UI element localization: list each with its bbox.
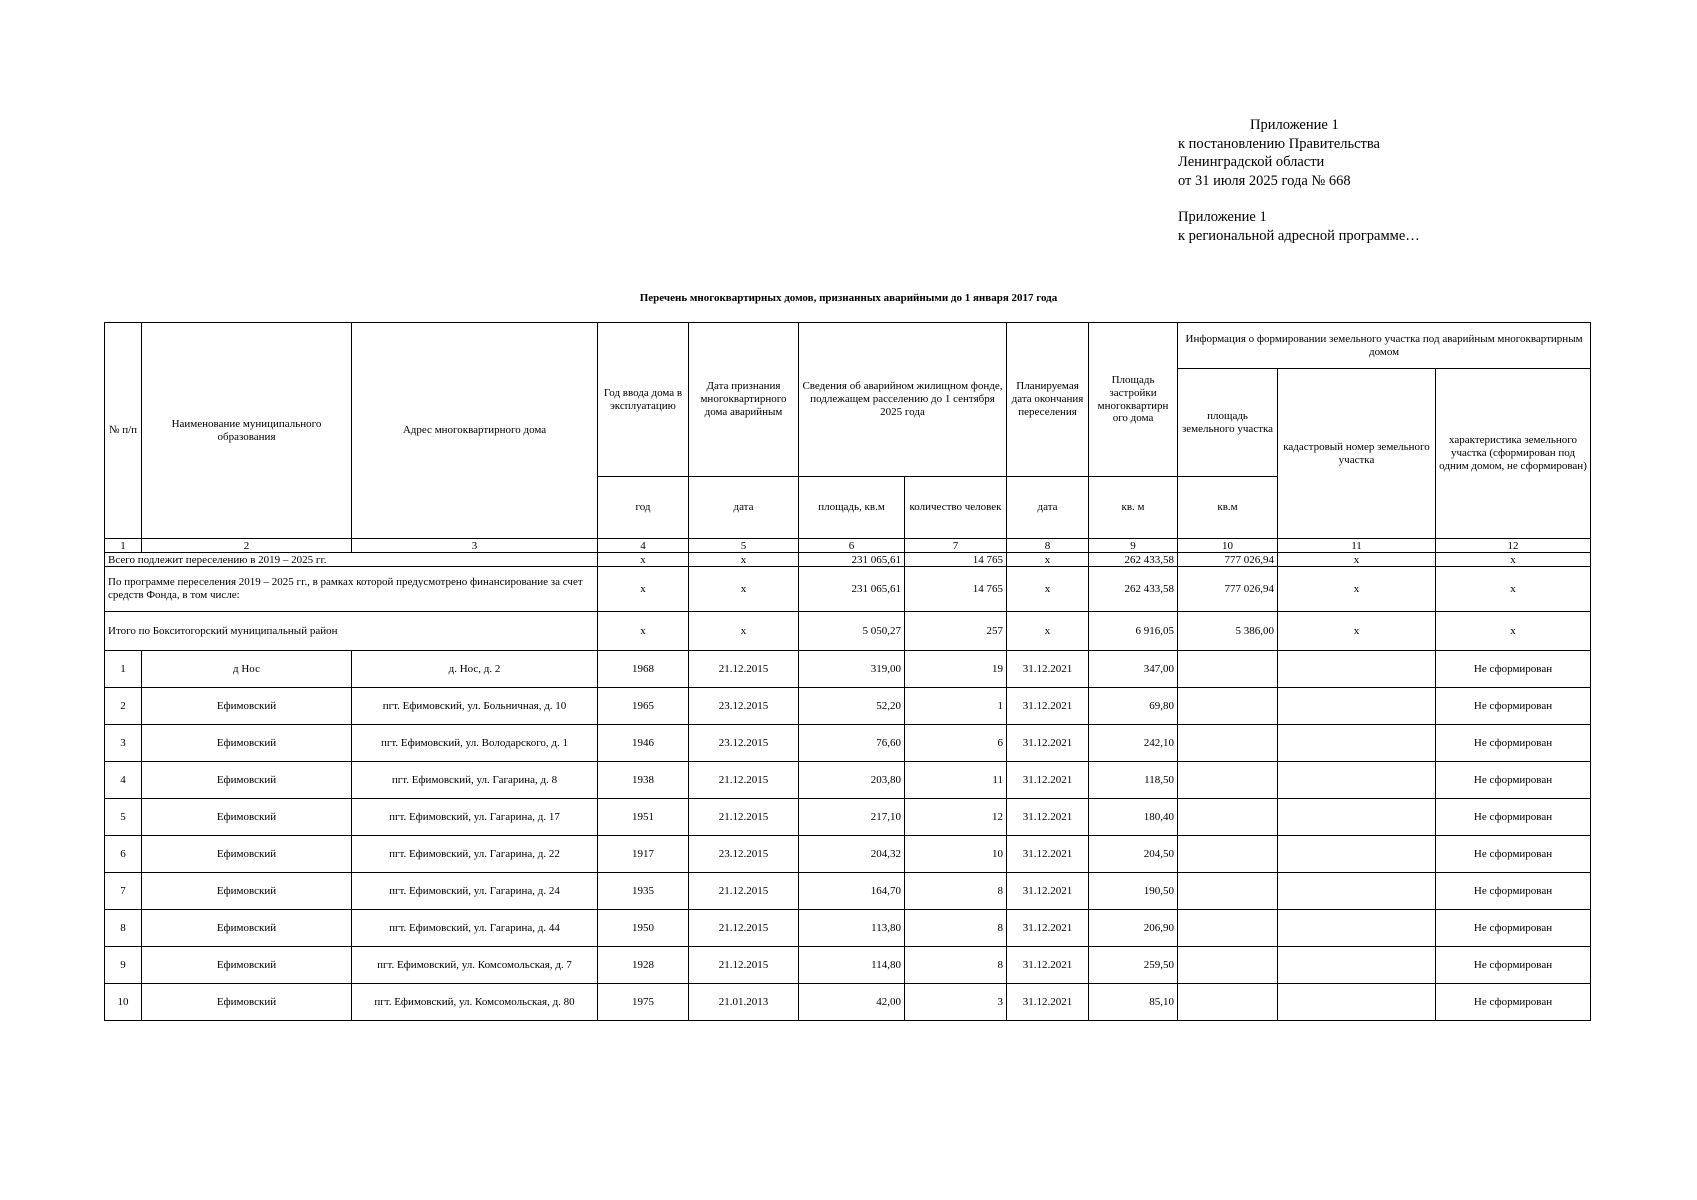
row-area: 76,60 xyxy=(799,725,905,762)
total-date: x xyxy=(689,553,799,567)
header-fund-info: Сведения об аварийном жилищном фонде, подлежащем расселению до 1 сентября 2025 года xyxy=(799,323,1007,477)
subheader-planned: дата xyxy=(1007,477,1089,539)
total-area: 231 065,61 xyxy=(799,567,905,612)
row-address: пгт. Ефимовский, ул. Гагарина, д. 24 xyxy=(352,873,598,910)
total-cadastral: x xyxy=(1278,612,1436,651)
row-address: д. Нос, д. 2 xyxy=(352,651,598,688)
total-built-area: 262 433,58 xyxy=(1089,553,1178,567)
district-total-row xyxy=(105,612,1591,651)
row-cadastral xyxy=(1278,688,1436,725)
total-year: x xyxy=(598,567,689,612)
table-row xyxy=(105,910,1591,947)
row-recognition-date: 21.01.2013 xyxy=(689,984,799,1021)
row-year: 1951 xyxy=(598,799,689,836)
row-address: пгт. Ефимовский, ул. Володарского, д. 1 xyxy=(352,725,598,762)
row-year: 1935 xyxy=(598,873,689,910)
row-cadastral xyxy=(1278,984,1436,1021)
row-municipality: Ефимовский xyxy=(142,947,352,984)
row-land-characteristic: Не сформирован xyxy=(1436,688,1591,725)
total-characteristic: x xyxy=(1436,553,1591,567)
row-land-area xyxy=(1178,873,1278,910)
row-land-characteristic: Не сформирован xyxy=(1436,873,1591,910)
column-number: 9 xyxy=(1089,539,1178,553)
row-cadastral xyxy=(1278,910,1436,947)
header-cadastral: кадастровый номер земельного участка xyxy=(1278,369,1436,539)
subheader-people: количество человек xyxy=(905,477,1007,539)
total-planned: x xyxy=(1007,612,1089,651)
total-area: 231 065,61 xyxy=(799,553,905,567)
header-built-area: Площадь застройки многоквартирн ого дома xyxy=(1089,323,1178,477)
row-land-characteristic: Не сформирован xyxy=(1436,651,1591,688)
row-municipality: Ефимовский xyxy=(142,910,352,947)
row-planned-date: 31.12.2021 xyxy=(1007,762,1089,799)
total-planned: x xyxy=(1007,567,1089,612)
table-row xyxy=(105,725,1591,762)
total-land-area: 777 026,94 xyxy=(1178,567,1278,612)
total-date: x xyxy=(689,612,799,651)
row-area: 113,80 xyxy=(799,910,905,947)
row-municipality: Ефимовский xyxy=(142,725,352,762)
row-recognition-date: 23.12.2015 xyxy=(689,836,799,873)
row-land-area xyxy=(1178,947,1278,984)
row-built-area: 180,40 xyxy=(1089,799,1178,836)
row-land-characteristic: Не сформирован xyxy=(1436,725,1591,762)
row-municipality: Ефимовский xyxy=(142,762,352,799)
row-address: пгт. Ефимовский, ул. Больничная, д. 10 xyxy=(352,688,598,725)
row-people: 1 xyxy=(905,688,1007,725)
total-label: Итого по Бокситогорский муниципальный район xyxy=(105,612,598,651)
row-people: 8 xyxy=(905,873,1007,910)
row-number: 8 xyxy=(105,910,142,947)
subheader-area: площадь, кв.м xyxy=(799,477,905,539)
row-cadastral xyxy=(1278,762,1436,799)
appendix-line: к постановлению Правительства xyxy=(1178,135,1380,152)
row-address: пгт. Ефимовский, ул. Гагарина, д. 44 xyxy=(352,910,598,947)
row-land-area xyxy=(1178,836,1278,873)
total-people: 257 xyxy=(905,612,1007,651)
table-row xyxy=(105,688,1591,725)
column-number: 8 xyxy=(1007,539,1089,553)
row-number: 6 xyxy=(105,836,142,873)
row-address: пгт. Ефимовский, ул. Гагарина, д. 17 xyxy=(352,799,598,836)
header-year: Год ввода дома в эксплуатацию xyxy=(598,323,689,477)
total-row xyxy=(105,553,1591,567)
row-number: 2 xyxy=(105,688,142,725)
appendix-block xyxy=(1178,116,1420,245)
row-recognition-date: 23.12.2015 xyxy=(689,688,799,725)
table-row xyxy=(105,799,1591,836)
document-title: Перечень многоквартирных домов, признанных аварийными до 1 января 2017 года xyxy=(639,292,1058,304)
row-land-characteristic: Не сформирован xyxy=(1436,762,1591,799)
total-cadastral: x xyxy=(1278,567,1436,612)
column-number: 12 xyxy=(1436,539,1591,553)
row-land-characteristic: Не сформирован xyxy=(1436,910,1591,947)
column-number: 1 xyxy=(105,539,142,553)
row-number: 1 xyxy=(105,651,142,688)
total-area: 5 050,27 xyxy=(799,612,905,651)
row-land-characteristic: Не сформирован xyxy=(1436,799,1591,836)
row-area: 204,32 xyxy=(799,836,905,873)
row-number: 10 xyxy=(105,984,142,1021)
row-recognition-date: 21.12.2015 xyxy=(689,762,799,799)
header-land-area: площадь земельного участка xyxy=(1178,369,1278,477)
row-land-area xyxy=(1178,762,1278,799)
total-built-area: 262 433,58 xyxy=(1089,567,1178,612)
row-people: 12 xyxy=(905,799,1007,836)
row-year: 1917 xyxy=(598,836,689,873)
row-cadastral xyxy=(1278,725,1436,762)
header-land-info: Информация о формировании земельного участка под аварийным многоквартирным домом xyxy=(1178,323,1591,369)
total-people: 14 765 xyxy=(905,567,1007,612)
row-year: 1928 xyxy=(598,947,689,984)
column-number: 3 xyxy=(352,539,598,553)
row-address: пгт. Ефимовский, ул. Гагарина, д. 8 xyxy=(352,762,598,799)
row-planned-date: 31.12.2021 xyxy=(1007,725,1089,762)
row-area: 52,20 xyxy=(799,688,905,725)
total-land-area: 777 026,94 xyxy=(1178,553,1278,567)
total-date: x xyxy=(689,567,799,612)
total-characteristic: x xyxy=(1436,612,1591,651)
header-planned-date: Планируемая дата окончания переселения xyxy=(1007,323,1089,477)
row-built-area: 242,10 xyxy=(1089,725,1178,762)
row-recognition-date: 21.12.2015 xyxy=(689,947,799,984)
appendix-line: Приложение 1 xyxy=(1250,117,1339,133)
row-year: 1938 xyxy=(598,762,689,799)
row-recognition-date: 23.12.2015 xyxy=(689,725,799,762)
row-cadastral xyxy=(1278,873,1436,910)
column-number-row xyxy=(105,539,1591,553)
column-number: 7 xyxy=(905,539,1007,553)
row-built-area: 85,10 xyxy=(1089,984,1178,1021)
row-land-area xyxy=(1178,799,1278,836)
total-label: По программе переселения 2019 – 2025 гг., в рамках которой предусмотрено финансирование за счет средств Фонда, в том числе: xyxy=(105,567,598,612)
row-year: 1950 xyxy=(598,910,689,947)
row-planned-date: 31.12.2021 xyxy=(1007,688,1089,725)
program-total-row xyxy=(105,567,1591,612)
row-planned-date: 31.12.2021 xyxy=(1007,873,1089,910)
row-year: 1975 xyxy=(598,984,689,1021)
row-cadastral xyxy=(1278,799,1436,836)
column-number: 6 xyxy=(799,539,905,553)
subheader-year: год xyxy=(598,477,689,539)
row-people: 6 xyxy=(905,725,1007,762)
header-land-characteristic: характеристика земельного участка (сформирован под одним домом, не сформирован) xyxy=(1436,369,1591,539)
row-cadastral xyxy=(1278,651,1436,688)
row-cadastral xyxy=(1278,836,1436,873)
row-area: 164,70 xyxy=(799,873,905,910)
row-land-characteristic: Не сформирован xyxy=(1436,984,1591,1021)
row-built-area: 190,50 xyxy=(1089,873,1178,910)
row-area: 217,10 xyxy=(799,799,905,836)
total-land-area: 5 386,00 xyxy=(1178,612,1278,651)
row-number: 5 xyxy=(105,799,142,836)
row-built-area: 204,50 xyxy=(1089,836,1178,873)
row-planned-date: 31.12.2021 xyxy=(1007,651,1089,688)
housing-register-table xyxy=(104,322,1591,1021)
row-address: пгт. Ефимовский, ул. Гагарина, д. 22 xyxy=(352,836,598,873)
row-year: 1965 xyxy=(598,688,689,725)
column-number: 5 xyxy=(689,539,799,553)
row-number: 9 xyxy=(105,947,142,984)
column-number: 10 xyxy=(1178,539,1278,553)
row-municipality: д Нос xyxy=(142,651,352,688)
row-municipality: Ефимовский xyxy=(142,836,352,873)
table-row xyxy=(105,873,1591,910)
row-municipality: Ефимовский xyxy=(142,984,352,1021)
row-people: 8 xyxy=(905,910,1007,947)
total-cadastral: x xyxy=(1278,553,1436,567)
total-label: Всего подлежит переселению в 2019 – 2025 гг. xyxy=(105,553,598,567)
header-address: Адрес многоквартирного дома xyxy=(352,323,598,539)
appendix-line: от 31 июля 2025 года № 668 xyxy=(1178,172,1351,189)
table-row xyxy=(105,836,1591,873)
row-area: 319,00 xyxy=(799,651,905,688)
row-area: 203,80 xyxy=(799,762,905,799)
row-planned-date: 31.12.2021 xyxy=(1007,799,1089,836)
header-municipality: Наименование муниципального образования xyxy=(142,323,352,539)
subheader-date: дата xyxy=(689,477,799,539)
row-year: 1946 xyxy=(598,725,689,762)
appendix-line: Приложение 1 xyxy=(1178,209,1267,225)
appendix-gap xyxy=(1178,190,1420,208)
row-address: пгт. Ефимовский, ул. Комсомольская, д. 7 xyxy=(352,947,598,984)
header-num: № п/п xyxy=(105,323,142,539)
row-number: 3 xyxy=(105,725,142,762)
row-land-area xyxy=(1178,910,1278,947)
row-address: пгт. Ефимовский, ул. Комсомольская, д. 80 xyxy=(352,984,598,1021)
row-land-characteristic: Не сформирован xyxy=(1436,947,1591,984)
row-planned-date: 31.12.2021 xyxy=(1007,984,1089,1021)
row-municipality: Ефимовский xyxy=(142,799,352,836)
table-row xyxy=(105,947,1591,984)
row-recognition-date: 21.12.2015 xyxy=(689,873,799,910)
appendix-line: к региональной адресной программе… xyxy=(1178,227,1420,244)
row-municipality: Ефимовский xyxy=(142,688,352,725)
row-number: 7 xyxy=(105,873,142,910)
row-built-area: 69,80 xyxy=(1089,688,1178,725)
row-people: 3 xyxy=(905,984,1007,1021)
row-area: 114,80 xyxy=(799,947,905,984)
row-people: 8 xyxy=(905,947,1007,984)
row-built-area: 118,50 xyxy=(1089,762,1178,799)
column-number: 2 xyxy=(142,539,352,553)
table-row xyxy=(105,651,1591,688)
total-built-area: 6 916,05 xyxy=(1089,612,1178,651)
row-built-area: 347,00 xyxy=(1089,651,1178,688)
row-planned-date: 31.12.2021 xyxy=(1007,910,1089,947)
row-land-area xyxy=(1178,688,1278,725)
column-number: 11 xyxy=(1278,539,1436,553)
total-characteristic: x xyxy=(1436,567,1591,612)
appendix-line: Ленинградской области xyxy=(1178,154,1325,170)
total-year: x xyxy=(598,612,689,651)
total-year: x xyxy=(598,553,689,567)
total-planned: x xyxy=(1007,553,1089,567)
column-number: 4 xyxy=(598,539,689,553)
row-area: 42,00 xyxy=(799,984,905,1021)
table-row xyxy=(105,762,1591,799)
row-people: 11 xyxy=(905,762,1007,799)
row-planned-date: 31.12.2021 xyxy=(1007,947,1089,984)
subheader-land: кв.м xyxy=(1178,477,1278,539)
row-recognition-date: 21.12.2015 xyxy=(689,910,799,947)
row-year: 1968 xyxy=(598,651,689,688)
header-recognition-date: Дата признания многоквартирного дома аварийным xyxy=(689,323,799,477)
row-recognition-date: 21.12.2015 xyxy=(689,651,799,688)
row-people: 10 xyxy=(905,836,1007,873)
table-row xyxy=(105,984,1591,1021)
row-built-area: 259,50 xyxy=(1089,947,1178,984)
row-municipality: Ефимовский xyxy=(142,873,352,910)
row-land-area xyxy=(1178,651,1278,688)
row-people: 19 xyxy=(905,651,1007,688)
row-land-area xyxy=(1178,725,1278,762)
row-built-area: 206,90 xyxy=(1089,910,1178,947)
row-number: 4 xyxy=(105,762,142,799)
row-land-area xyxy=(1178,984,1278,1021)
row-planned-date: 31.12.2021 xyxy=(1007,836,1089,873)
row-cadastral xyxy=(1278,947,1436,984)
row-recognition-date: 21.12.2015 xyxy=(689,799,799,836)
row-land-characteristic: Не сформирован xyxy=(1436,836,1591,873)
subheader-built: кв. м xyxy=(1089,477,1178,539)
total-people: 14 765 xyxy=(905,553,1007,567)
